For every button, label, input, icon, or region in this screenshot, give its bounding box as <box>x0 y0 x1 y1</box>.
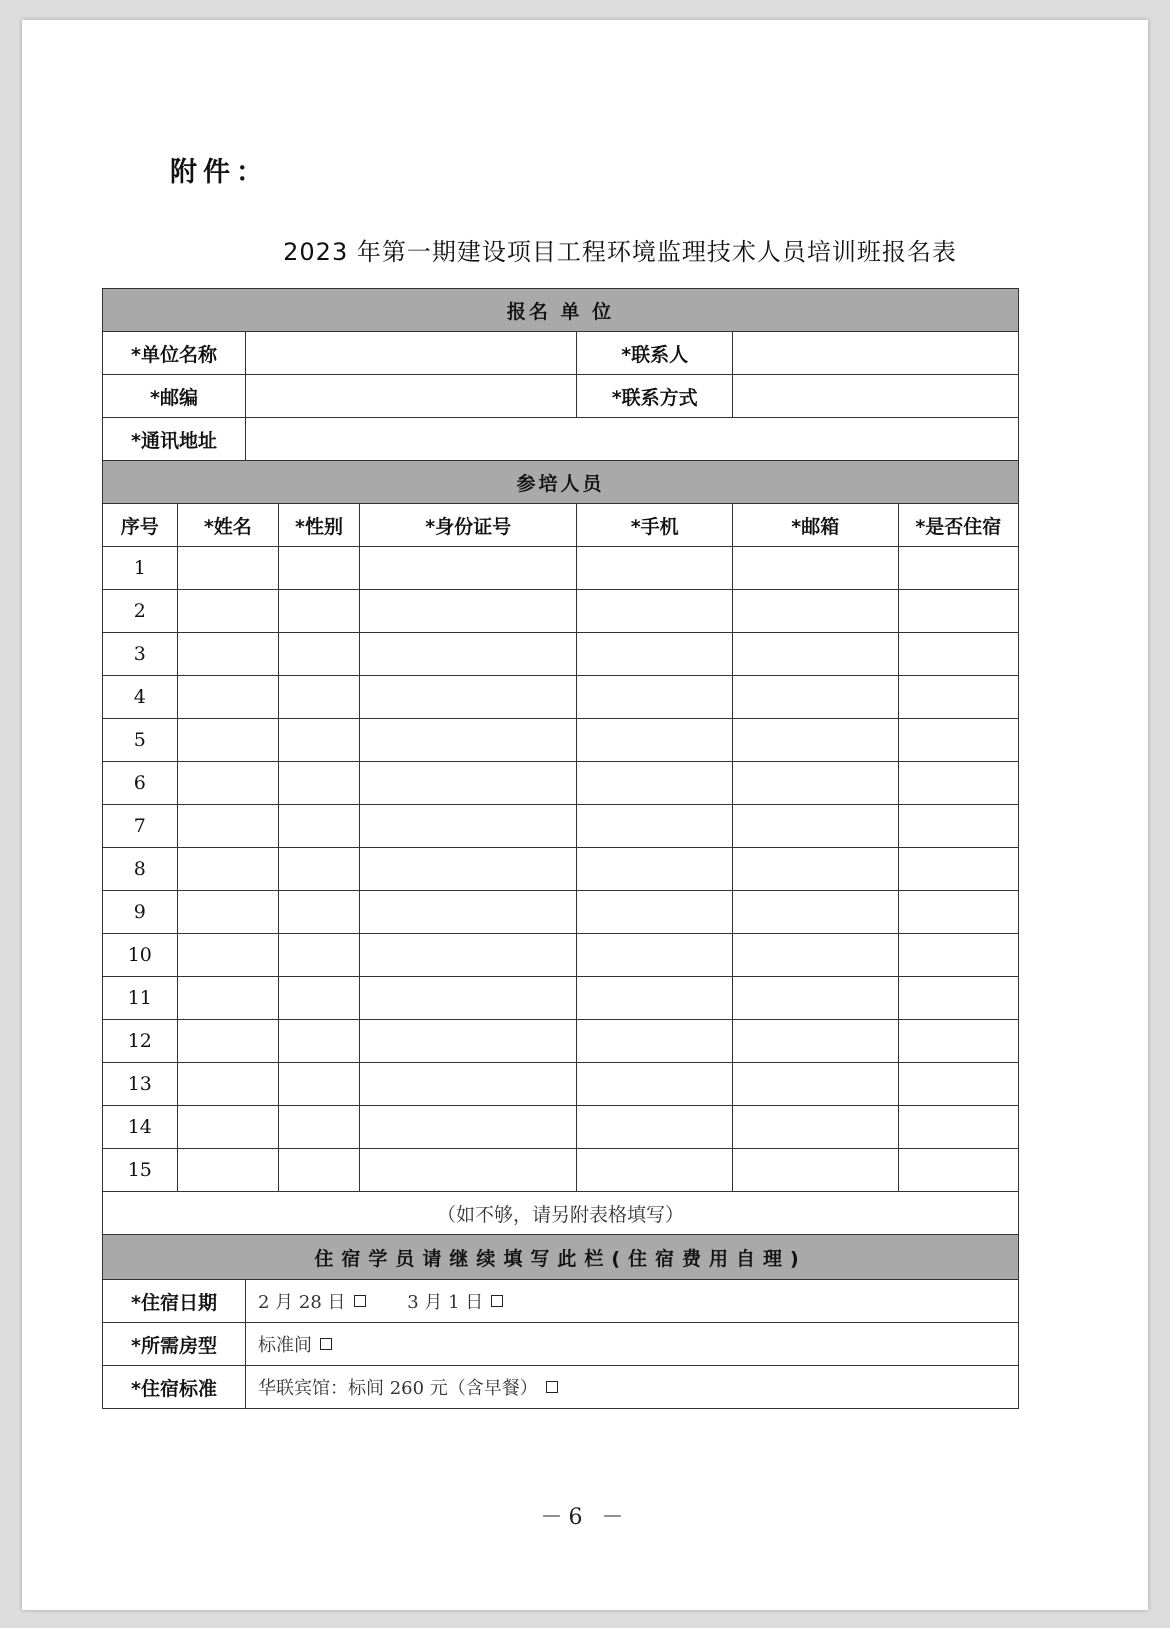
stay-standard-options <box>245 1366 1018 1409</box>
gender-cell[interactable] <box>279 762 360 805</box>
email-cell[interactable] <box>732 1149 898 1192</box>
participants-section-header: 参培人员 <box>103 461 1019 504</box>
unit-name-row <box>103 332 1019 375</box>
mobile-cell[interactable] <box>577 1020 732 1063</box>
unit-section-header-row <box>103 289 1019 332</box>
name-cell[interactable] <box>177 1020 279 1063</box>
name-cell[interactable] <box>177 633 279 676</box>
extra-sheet-note: （如不够，请另附表格填写） <box>103 1192 1019 1235</box>
column-header-email: *邮箱 <box>732 504 898 547</box>
email-cell[interactable] <box>732 762 898 805</box>
email-cell[interactable] <box>732 934 898 977</box>
id-number-cell[interactable] <box>359 1063 577 1106</box>
participant-row <box>103 762 1019 805</box>
address-field[interactable] <box>245 418 1018 461</box>
name-cell[interactable] <box>177 934 279 977</box>
date-option-mar-1[interactable] <box>407 1288 503 1314</box>
participant-row <box>103 934 1019 977</box>
accommodation-cell[interactable] <box>898 1106 1018 1149</box>
id-number-cell[interactable] <box>359 633 577 676</box>
row-number: 11 <box>103 977 178 1020</box>
checkbox[interactable] <box>320 1338 332 1350</box>
row-number: 3 <box>103 633 178 676</box>
stay-standard-label: *住宿标准 <box>103 1366 246 1409</box>
id-number-cell[interactable] <box>359 1149 577 1192</box>
name-cell[interactable] <box>177 891 279 934</box>
gender-cell[interactable] <box>279 891 360 934</box>
address-label: *通讯地址 <box>103 418 246 461</box>
room-option-label: 标准间 <box>257 1335 312 1356</box>
unit-section-header: 报名 单 位 <box>103 289 1019 332</box>
column-header-name: *姓名 <box>177 504 279 547</box>
id-number-cell[interactable] <box>359 1020 577 1063</box>
name-cell[interactable] <box>177 719 279 762</box>
checkbox[interactable] <box>354 1295 366 1307</box>
mobile-cell[interactable] <box>577 1149 732 1192</box>
participant-row <box>103 977 1019 1020</box>
room-type-row <box>103 1323 1019 1366</box>
attachment-label: 附件： <box>170 157 269 188</box>
stay-date-row <box>103 1280 1019 1323</box>
mobile-cell[interactable] <box>577 977 732 1020</box>
gender-cell[interactable] <box>279 676 360 719</box>
mobile-cell[interactable] <box>577 1063 732 1106</box>
column-header-accommodation: *是否住宿 <box>898 504 1018 547</box>
participant-row <box>103 590 1019 633</box>
unit-name-label: *单位名称 <box>103 332 246 375</box>
email-cell[interactable] <box>732 977 898 1020</box>
mobile-cell[interactable] <box>577 633 732 676</box>
accommodation-cell[interactable] <box>898 1020 1018 1063</box>
row-number: 4 <box>103 676 178 719</box>
email-cell[interactable] <box>732 590 898 633</box>
accommodation-cell[interactable] <box>898 891 1018 934</box>
mobile-cell[interactable] <box>577 1106 732 1149</box>
row-number: 6 <box>103 762 178 805</box>
column-header-gender: *性别 <box>279 504 360 547</box>
date-option-feb-28[interactable] <box>258 1288 366 1314</box>
participant-row <box>103 848 1019 891</box>
row-number: 13 <box>103 1063 178 1106</box>
column-header-id-number: *身份证号 <box>359 504 577 547</box>
row-number: 7 <box>103 805 178 848</box>
room-type-options <box>245 1323 1018 1366</box>
participant-row <box>103 719 1019 762</box>
participant-row <box>103 547 1019 590</box>
gender-cell[interactable] <box>279 1106 360 1149</box>
stay-date-options <box>245 1280 1018 1323</box>
contact-method-field[interactable] <box>732 375 1018 418</box>
contact-person-field[interactable] <box>732 332 1018 375</box>
participant-row <box>103 1149 1019 1192</box>
mobile-cell[interactable] <box>577 848 732 891</box>
row-number: 5 <box>103 719 178 762</box>
accommodation-cell[interactable] <box>898 848 1018 891</box>
id-number-cell[interactable] <box>359 547 577 590</box>
registration-form-table <box>102 288 1019 1409</box>
row-number: 12 <box>103 1020 178 1063</box>
row-number: 15 <box>103 1149 178 1192</box>
email-cell[interactable] <box>732 676 898 719</box>
name-cell[interactable] <box>177 977 279 1020</box>
email-cell[interactable] <box>732 1020 898 1063</box>
mobile-cell[interactable] <box>577 934 732 977</box>
accommodation-cell[interactable] <box>898 805 1018 848</box>
room-type-label: *所需房型 <box>103 1323 246 1366</box>
address-row <box>103 418 1019 461</box>
postcode-row <box>103 375 1019 418</box>
accommodation-cell[interactable] <box>898 1149 1018 1192</box>
mobile-cell[interactable] <box>577 805 732 848</box>
participants-section-header-row <box>103 461 1019 504</box>
name-cell[interactable] <box>177 848 279 891</box>
gender-cell[interactable] <box>279 977 360 1020</box>
gender-cell[interactable] <box>279 1149 360 1192</box>
accommodation-cell[interactable] <box>898 1063 1018 1106</box>
id-number-cell[interactable] <box>359 891 577 934</box>
accommodation-cell[interactable] <box>898 676 1018 719</box>
mobile-cell[interactable] <box>577 891 732 934</box>
participant-row <box>103 676 1019 719</box>
row-number: 1 <box>103 547 178 590</box>
date-option-label: 2 月 28 日 <box>257 1292 346 1313</box>
name-cell[interactable] <box>177 1149 279 1192</box>
email-cell[interactable] <box>732 848 898 891</box>
room-option-standard[interactable] <box>258 1331 332 1357</box>
mobile-cell[interactable] <box>577 590 732 633</box>
participant-row <box>103 891 1019 934</box>
name-cell[interactable] <box>177 590 279 633</box>
email-cell[interactable] <box>732 547 898 590</box>
id-number-cell[interactable] <box>359 1106 577 1149</box>
id-number-cell[interactable] <box>359 762 577 805</box>
gender-cell[interactable] <box>279 848 360 891</box>
name-cell[interactable] <box>177 1063 279 1106</box>
row-number: 10 <box>103 934 178 977</box>
gender-cell[interactable] <box>279 1020 360 1063</box>
mobile-cell[interactable] <box>577 762 732 805</box>
column-header-mobile: *手机 <box>577 504 732 547</box>
participant-row <box>103 805 1019 848</box>
id-number-cell[interactable] <box>359 805 577 848</box>
name-cell[interactable] <box>177 1106 279 1149</box>
standard-option-hualian[interactable] <box>258 1374 558 1400</box>
participants-column-header-row <box>103 504 1019 547</box>
id-number-cell[interactable] <box>359 848 577 891</box>
accommodation-cell[interactable] <box>898 977 1018 1020</box>
participant-row <box>103 1020 1019 1063</box>
participant-rows <box>103 547 1019 1192</box>
id-number-cell[interactable] <box>359 590 577 633</box>
accommodation-cell[interactable] <box>898 762 1018 805</box>
row-number: 8 <box>103 848 178 891</box>
accommodation-cell[interactable] <box>898 590 1018 633</box>
checkbox[interactable] <box>491 1295 503 1307</box>
mobile-cell[interactable] <box>577 719 732 762</box>
gender-cell[interactable] <box>279 805 360 848</box>
mobile-cell[interactable] <box>577 547 732 590</box>
standard-option-label: 华联宾馆：标间 260 元（含早餐） <box>257 1378 538 1399</box>
gender-cell[interactable] <box>279 934 360 977</box>
postcode-label: *邮编 <box>103 375 246 418</box>
participant-row <box>103 1106 1019 1149</box>
row-number: 14 <box>103 1106 178 1149</box>
email-cell[interactable] <box>732 1106 898 1149</box>
gender-cell[interactable] <box>279 590 360 633</box>
accommodation-cell[interactable] <box>898 934 1018 977</box>
accommodation-cell[interactable] <box>898 719 1018 762</box>
gender-cell[interactable] <box>279 1063 360 1106</box>
unit-name-field[interactable] <box>245 332 577 375</box>
date-option-label: 3 月 1 日 <box>407 1292 484 1313</box>
name-cell[interactable] <box>177 762 279 805</box>
gender-cell[interactable] <box>279 547 360 590</box>
participant-row <box>103 1063 1019 1106</box>
name-cell[interactable] <box>177 805 279 848</box>
mobile-cell[interactable] <box>577 676 732 719</box>
id-number-cell[interactable] <box>359 934 577 977</box>
column-header-seq: 序号 <box>103 504 178 547</box>
participant-row <box>103 633 1019 676</box>
contact-person-label: *联系人 <box>577 332 732 375</box>
gender-cell[interactable] <box>279 633 360 676</box>
stay-standard-row <box>103 1366 1019 1409</box>
email-cell[interactable] <box>732 891 898 934</box>
accommodation-section-header: 住宿学员请继续填写此栏(住宿费用自理) <box>103 1235 1019 1280</box>
accommodation-cell[interactable] <box>898 633 1018 676</box>
contact-method-label: *联系方式 <box>577 375 732 418</box>
postcode-field[interactable] <box>245 375 577 418</box>
row-number: 2 <box>103 590 178 633</box>
accommodation-section-header-row <box>103 1235 1019 1280</box>
stay-date-label: *住宿日期 <box>103 1280 246 1323</box>
email-cell[interactable] <box>732 719 898 762</box>
email-cell[interactable] <box>732 805 898 848</box>
form-title: 2023 年第一期建设项目工程环境监理技术人员培训班报名表 <box>283 238 957 266</box>
gender-cell[interactable] <box>279 719 360 762</box>
row-number: 9 <box>103 891 178 934</box>
name-cell[interactable] <box>177 547 279 590</box>
id-number-cell[interactable] <box>359 977 577 1020</box>
email-cell[interactable] <box>732 633 898 676</box>
accommodation-cell[interactable] <box>898 547 1018 590</box>
note-row <box>103 1192 1019 1235</box>
checkbox[interactable] <box>546 1381 558 1393</box>
id-number-cell[interactable] <box>359 676 577 719</box>
name-cell[interactable] <box>177 676 279 719</box>
page-number: －6 － <box>540 1505 630 1530</box>
id-number-cell[interactable] <box>359 719 577 762</box>
email-cell[interactable] <box>732 1063 898 1106</box>
